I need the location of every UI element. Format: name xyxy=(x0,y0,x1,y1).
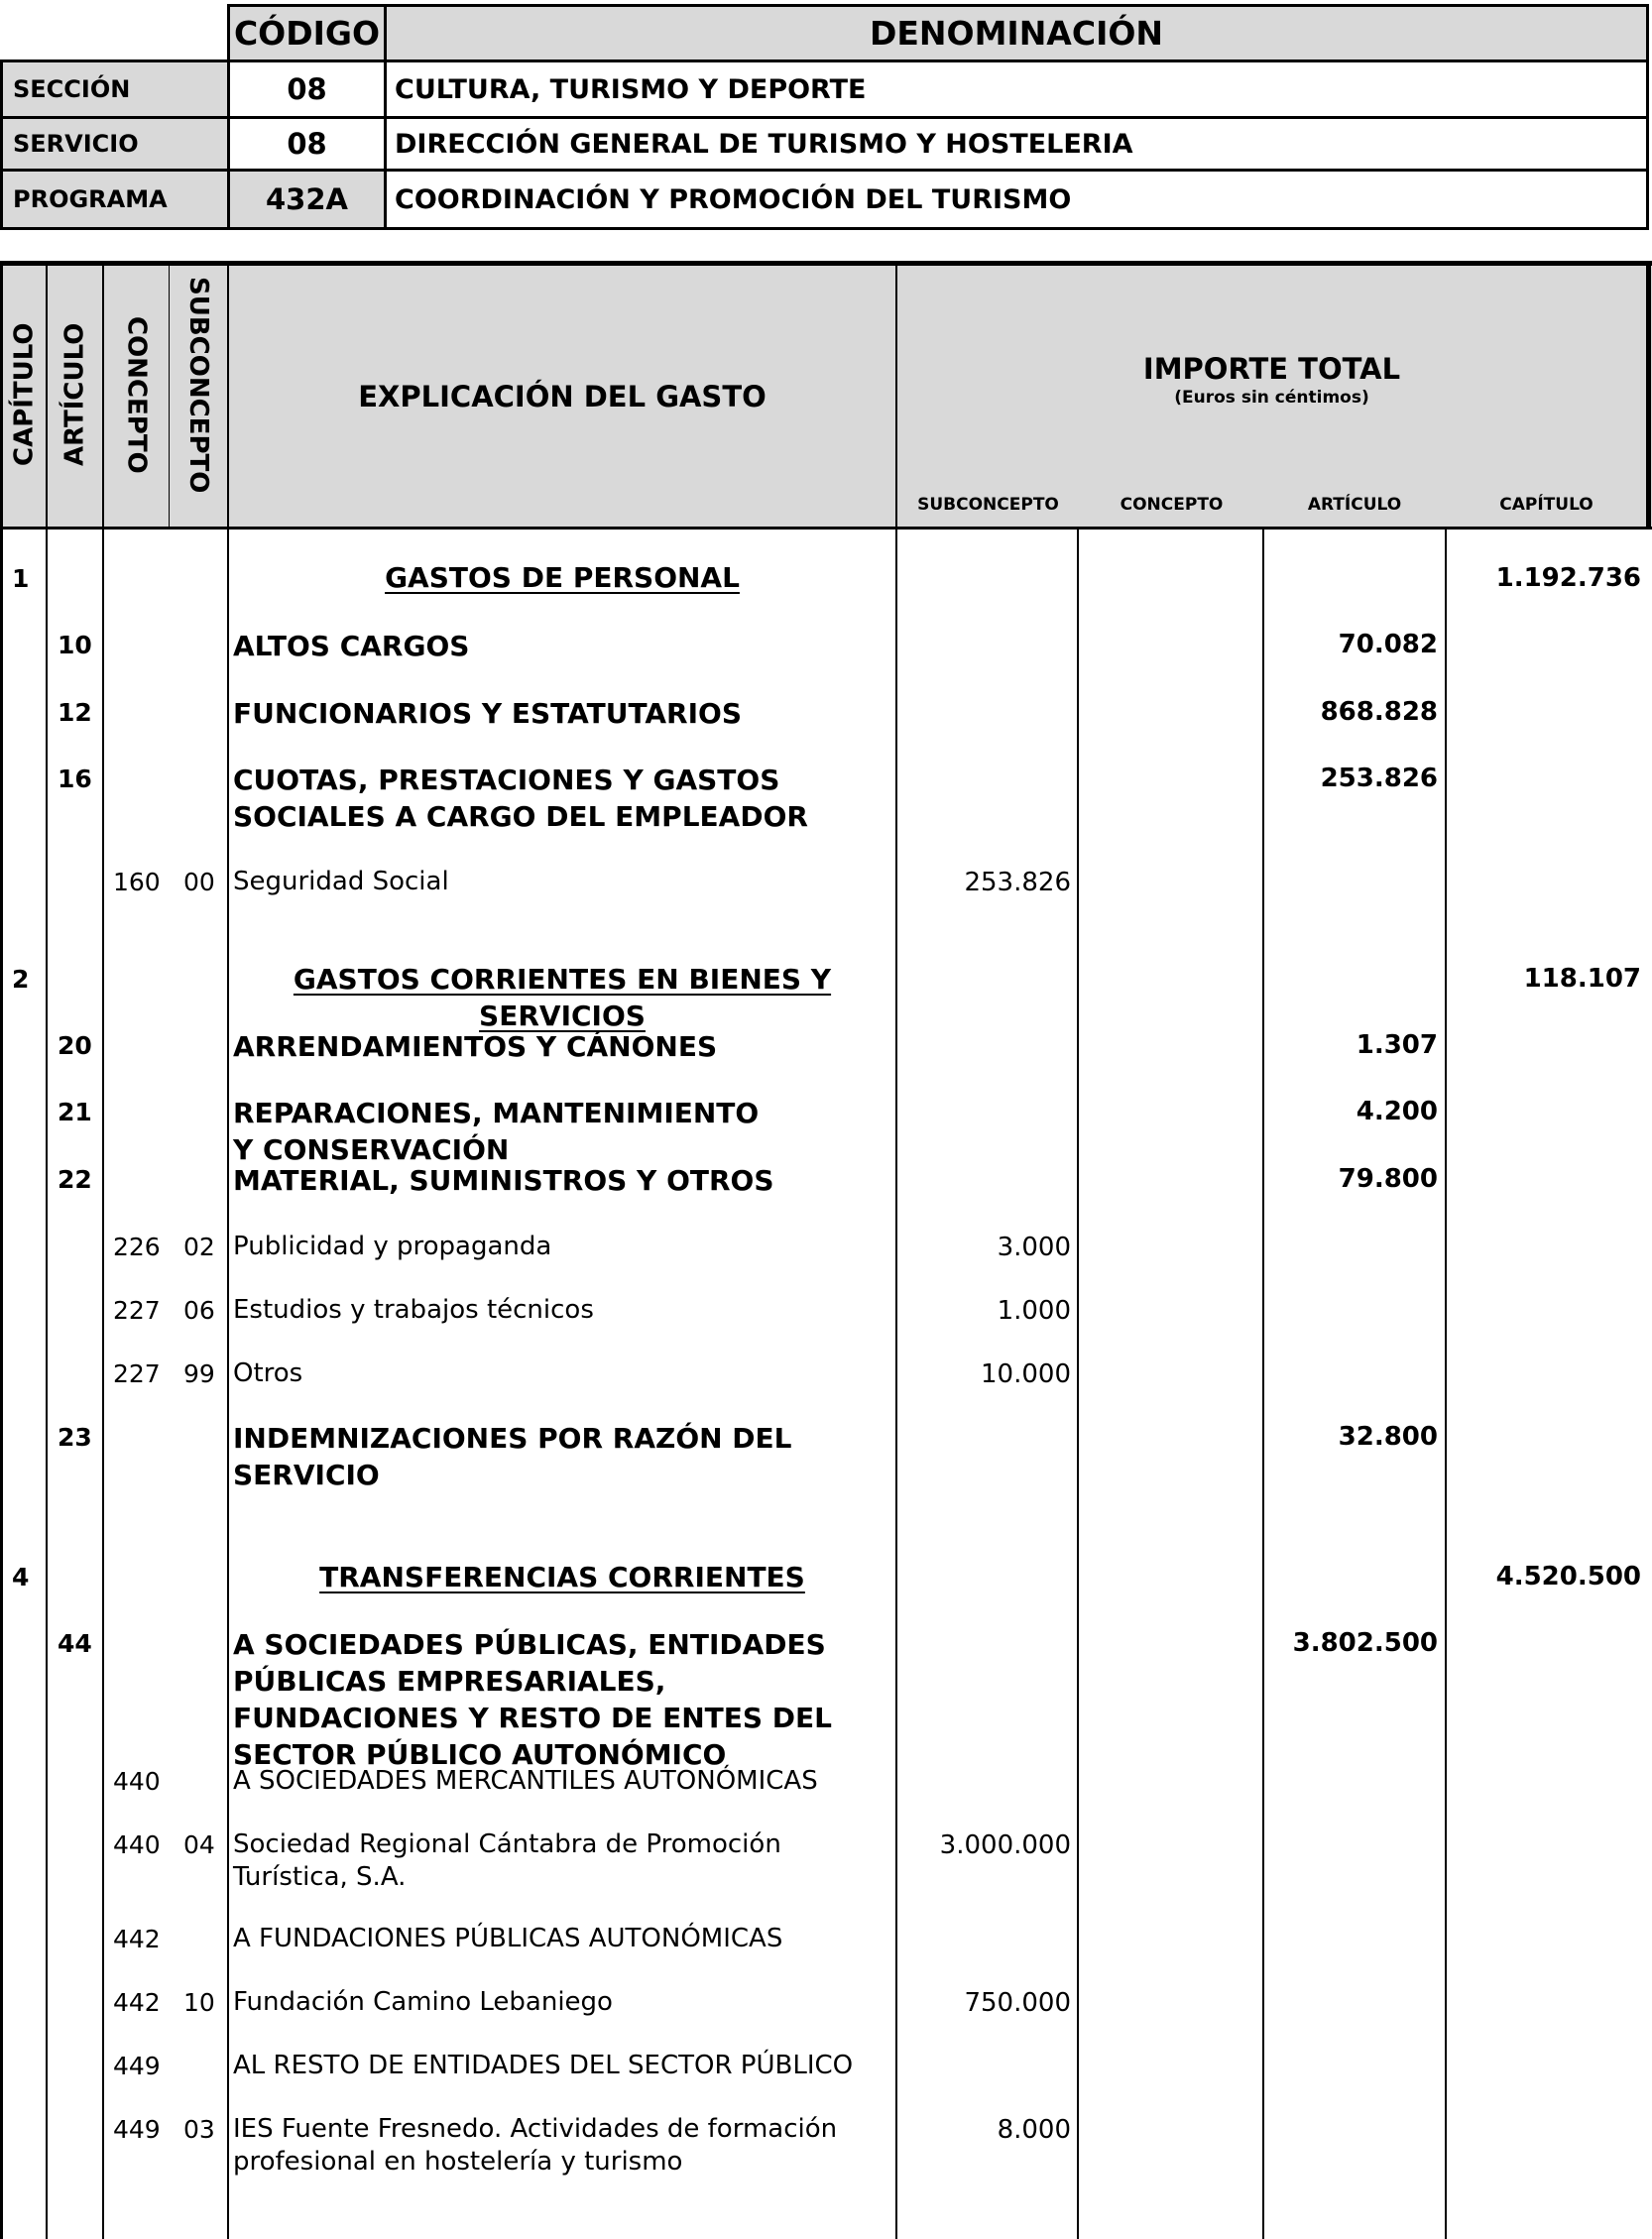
programa-code: 432A xyxy=(227,169,387,230)
row-value-articulo: 79.800 xyxy=(1338,1164,1438,1194)
row-explicacion: A SOCIEDADES MERCANTILES AUTONÓMICAS xyxy=(233,1766,818,1796)
row-articulo: 21 xyxy=(58,1098,92,1126)
row-subconcepto: 02 xyxy=(183,1233,215,1261)
row-explicacion: Seguridad Social xyxy=(233,867,449,896)
row-explicacion: ALTOS CARGOS xyxy=(233,630,470,662)
table-header-bottom-border xyxy=(0,527,1652,530)
row-subconcepto: 04 xyxy=(183,1830,215,1859)
row-value-subconcepto: 8.000 xyxy=(997,2115,1071,2145)
row-value-articulo: 1.307 xyxy=(1356,1030,1438,1060)
sub-header-concepto: CONCEPTO xyxy=(1120,495,1224,515)
row-explicacion: REPARACIONES, MANTENIMIENTO Y CONSERVACIÓN xyxy=(233,1097,760,1166)
row-value-subconcepto: 253.826 xyxy=(964,868,1071,897)
row-concepto: 227 xyxy=(113,1296,161,1325)
denominacion-header: DENOMINACIÓN xyxy=(384,4,1649,62)
servicio-code: 08 xyxy=(227,116,387,172)
col-explicacion-header: EXPLICACIÓN DEL GASTO xyxy=(358,380,767,413)
row-value-capitulo: 1.192.736 xyxy=(1495,563,1641,593)
importe-total-subtitle: (Euros sin céntimos) xyxy=(1174,388,1369,408)
importe-total-title: IMPORTE TOTAL xyxy=(1142,352,1401,386)
row-concepto: 442 xyxy=(113,1925,161,1953)
row-explicacion: Sociedad Regional Cántabra de Promoción Turística, S.A. xyxy=(233,1829,781,1892)
programa-label: PROGRAMA xyxy=(0,169,230,230)
row-capitulo: 1 xyxy=(12,564,30,593)
row-concepto: 160 xyxy=(113,868,161,896)
row-articulo: 10 xyxy=(58,631,92,659)
row-concepto: 449 xyxy=(113,2052,161,2080)
table-left-border xyxy=(0,261,3,2239)
row-value-articulo: 253.826 xyxy=(1320,764,1438,793)
header-block xyxy=(0,0,1652,238)
row-articulo: 44 xyxy=(58,1629,92,1658)
row-explicacion: Estudios y trabajos técnicos xyxy=(233,1295,594,1325)
sub-header-capitulo: CAPÍTULO xyxy=(1499,495,1593,515)
sub-header-articulo: ARTÍCULO xyxy=(1307,495,1402,515)
row-explicacion: INDEMNIZACIONES POR RAZÓN DEL SERVICIO xyxy=(233,1422,792,1491)
servicio-label: SERVICIO xyxy=(0,116,230,172)
row-capitulo: 2 xyxy=(12,965,30,994)
row-value-articulo: 70.082 xyxy=(1338,630,1438,659)
row-concepto: 227 xyxy=(113,1359,161,1388)
seccion-name: CULTURA, TURISMO Y DEPORTE xyxy=(384,59,1649,119)
row-explicacion: A SOCIEDADES PÚBLICAS, ENTIDADES PÚBLICAS EMPRESARIALES, FUNDACIONES Y RESTO DE ENTES DEL SECTOR PÚBLICO AUTONÓMICO xyxy=(233,1628,833,1771)
row-explicacion: GASTOS CORRIENTES EN BIENES Y SERVICIOS xyxy=(293,963,832,1032)
row-value-subconcepto: 3.000.000 xyxy=(939,1830,1071,1860)
servicio-name: DIRECCIÓN GENERAL DE TURISMO Y HOSTELERIA xyxy=(384,116,1649,172)
row-explicacion: ARRENDAMIENTOS Y CÁNONES xyxy=(233,1030,718,1063)
row-value-articulo: 4.200 xyxy=(1356,1097,1438,1126)
row-explicacion: CUOTAS, PRESTACIONES Y GASTOS SOCIALES A CARGO DEL EMPLEADOR xyxy=(233,764,808,833)
programa-name: COORDINACIÓN Y PROMOCIÓN DEL TURISMO xyxy=(384,169,1649,230)
row-articulo: 20 xyxy=(58,1031,92,1060)
row-concepto: 449 xyxy=(113,2115,161,2144)
col-sep-2 xyxy=(102,261,104,2239)
row-value-subconcepto: 3.000 xyxy=(997,1233,1071,1262)
expense-table xyxy=(0,261,1652,2239)
col-capitulo-header: CAPÍTULO xyxy=(9,322,40,467)
row-explicacion: Otros xyxy=(233,1358,303,1388)
row-explicacion: IES Fuente Fresnedo. Actividades de formación profesional en hostelería y turismo xyxy=(233,2114,838,2177)
row-value-subconcepto: 750.000 xyxy=(964,1988,1071,2018)
col-sep-8 xyxy=(1445,527,1447,2239)
row-value-capitulo: 118.107 xyxy=(1523,964,1641,994)
row-concepto: 440 xyxy=(113,1830,161,1859)
row-articulo: 22 xyxy=(58,1165,92,1194)
row-value-articulo: 32.800 xyxy=(1338,1422,1438,1452)
col-subconcepto-header: SUBCONCEPTO xyxy=(183,276,213,494)
row-explicacion: Publicidad y propaganda xyxy=(233,1232,552,1261)
row-concepto: 440 xyxy=(113,1767,161,1796)
row-concepto: 226 xyxy=(113,1233,161,1261)
col-sep-1 xyxy=(46,261,48,2239)
row-value-capitulo: 4.520.500 xyxy=(1495,1562,1641,1591)
row-explicacion: Fundación Camino Lebaniego xyxy=(233,1987,613,2017)
row-concepto: 442 xyxy=(113,1988,161,2017)
col-articulo-header: ARTÍCULO xyxy=(59,322,90,467)
sub-header-subconcepto: SUBCONCEPTO xyxy=(917,495,1059,515)
row-value-subconcepto: 1.000 xyxy=(997,1296,1071,1326)
table-top-border xyxy=(0,261,1652,266)
row-explicacion: MATERIAL, SUMINISTROS Y OTROS xyxy=(233,1164,774,1197)
row-subconcepto: 03 xyxy=(183,2115,215,2144)
col-sep-6 xyxy=(1077,527,1079,2239)
row-capitulo: 4 xyxy=(12,1563,30,1591)
row-value-articulo: 868.828 xyxy=(1320,697,1438,727)
row-articulo: 12 xyxy=(58,698,92,727)
row-subconcepto: 99 xyxy=(183,1359,215,1388)
row-explicacion: GASTOS DE PERSONAL xyxy=(385,561,740,594)
row-subconcepto: 10 xyxy=(183,1988,215,2017)
row-explicacion: A FUNDACIONES PÚBLICAS AUTONÓMICAS xyxy=(233,1924,783,1953)
row-articulo: 23 xyxy=(58,1423,92,1452)
col-concepto-header: CONCEPTO xyxy=(121,315,152,474)
row-value-articulo: 3.802.500 xyxy=(1292,1628,1438,1658)
table-right-border xyxy=(1646,261,1651,530)
row-subconcepto: 00 xyxy=(183,868,215,896)
seccion-label: SECCIÓN xyxy=(0,59,230,119)
seccion-code: 08 xyxy=(227,59,387,119)
row-subconcepto: 06 xyxy=(183,1296,215,1325)
col-sep-4 xyxy=(227,261,229,2239)
row-value-subconcepto: 10.000 xyxy=(981,1359,1071,1389)
row-explicacion: AL RESTO DE ENTIDADES DEL SECTOR PÚBLICO xyxy=(233,2051,854,2080)
row-explicacion: TRANSFERENCIAS CORRIENTES xyxy=(319,1561,805,1593)
row-articulo: 16 xyxy=(58,765,92,793)
row-explicacion: FUNCIONARIOS Y ESTATUTARIOS xyxy=(233,697,742,730)
codigo-header: CÓDIGO xyxy=(227,4,387,62)
